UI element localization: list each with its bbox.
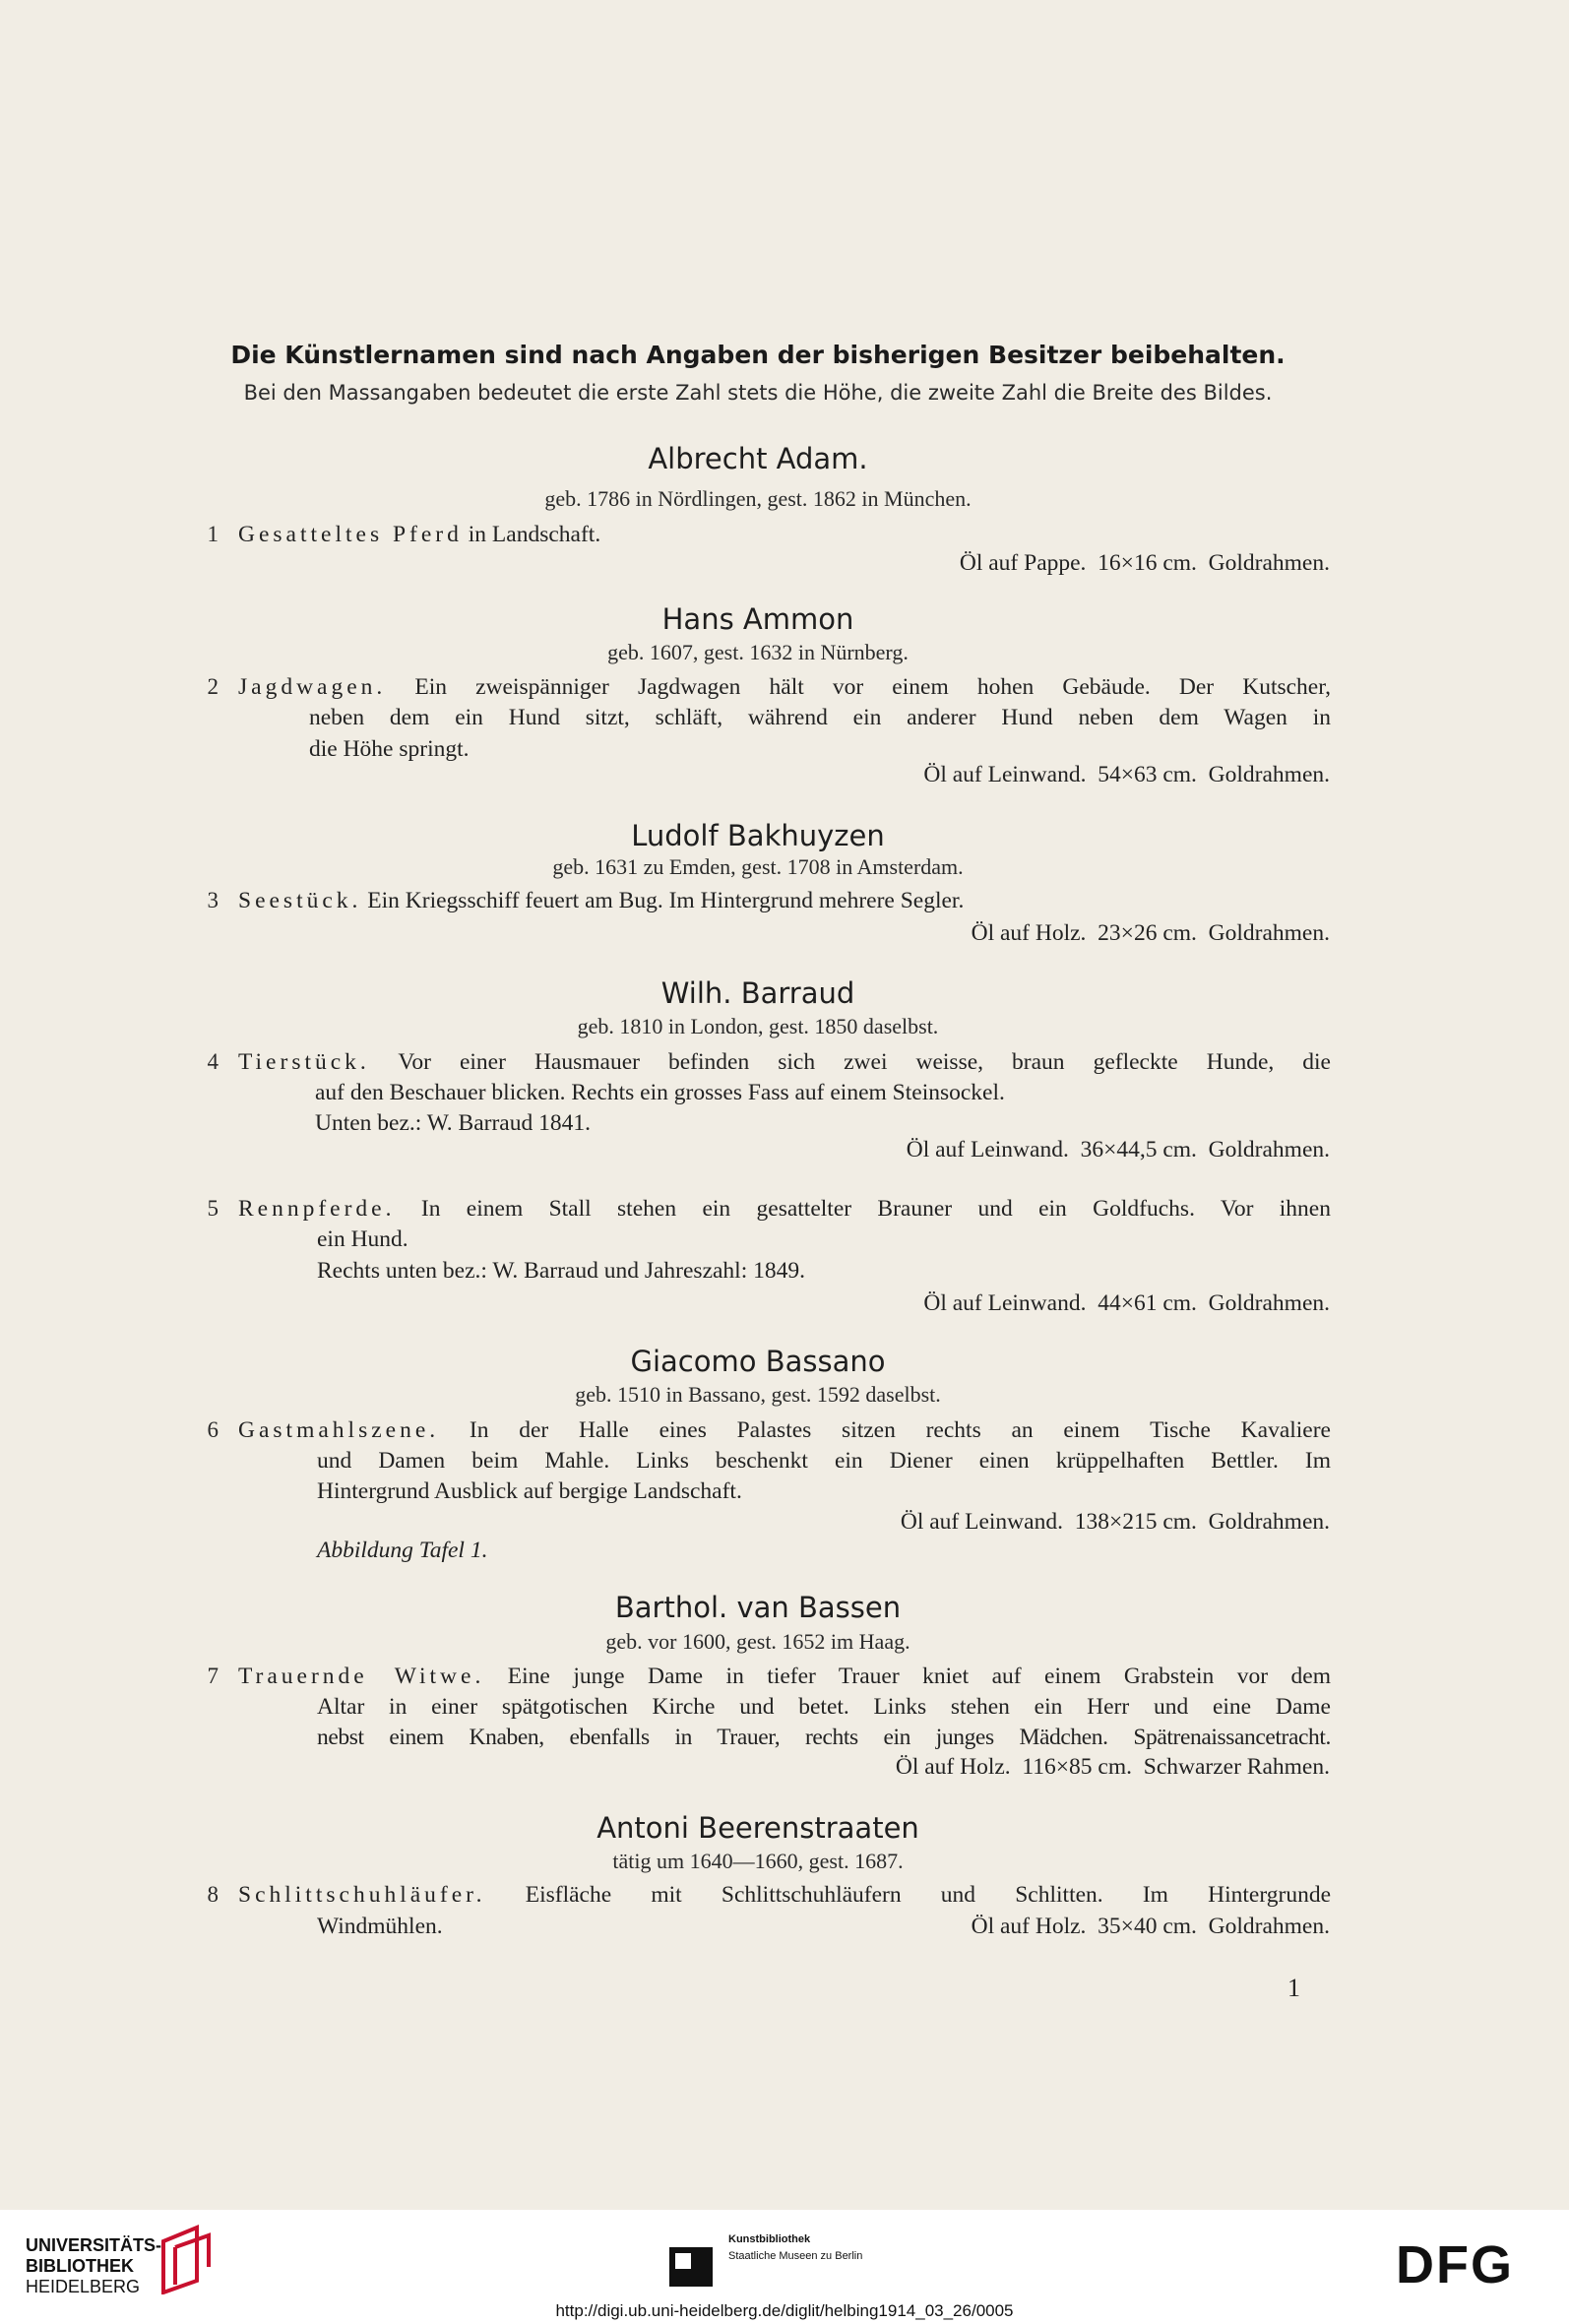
artist-name: Wilh. Barraud [660,976,855,1010]
footer-bar [0,2210,1569,2324]
ub-line-2: BIBLIOTHEK [26,2256,134,2276]
lot-text: Vor einer Hausmauer befinden sich zwei weisse, braun gefleckte Hunde, die [369,1049,1331,1075]
lot-line-1 [238,1196,1331,1223]
illustration-reference: Abbildung Tafel 1. [317,1538,488,1563]
ub-heidelberg-logo-text [26,2235,161,2297]
lot-line-3: Rechts unten bez.: W. Barraud und Jahreszahl: 1849. [317,1258,805,1284]
source-url[interactable]: http://digi.ub.uni-heidelberg.de/diglit/helbing1914_03_26/0005 [555,2301,1014,2320]
lot-number: 2 [207,674,219,699]
kb-line-2: Staatliche Museen zu Berlin [728,2250,863,2262]
lot-line-3: die Höhe springt. [309,736,470,762]
lot-text: Eisfläche mit Schlittschuhläufern und Schlitten. Im Hintergrunde [485,1882,1331,1908]
ub-line-1: UNIVERSITÄTS- [26,2235,162,2255]
lot-line-1 [238,1882,1331,1909]
lot-line-3: nebst einem Knaben, ebenfalls in Trauer, rechts ein junges Mädchen. Spätrenaissancetracht. [317,1725,1331,1750]
artist-name: Albrecht Adam. [648,442,868,475]
lot-technique: Öl auf Pappe. 16×16 cm. Goldrahmen. [959,550,1330,576]
lot-line-1 [238,1049,1331,1076]
artist-life: tätig um 1640—1660, gest. 1687. [612,1849,904,1873]
artist-life: geb. 1607, gest. 1632 in Nürnberg. [607,640,909,664]
lot-number: 8 [207,1882,219,1907]
intro-note: Bei den Massangaben bedeutet die erste Zahl stets die Höhe, die zweite Zahl die Breite des Bildes. [243,381,1273,405]
lot-title: Rennpferde. [238,1196,396,1222]
lot-text: In der Halle eines Palastes sitzen rechts an einem Tische Kavaliere [439,1417,1331,1443]
lot-text: Ein Kriegsschiff feuert am Bug. Im Hintergrund mehrere Segler. [361,888,965,913]
artist-life: geb. vor 1600, gest. 1652 im Haag. [605,1629,910,1654]
lot-technique: Öl auf Holz. 23×26 cm. Goldrahmen. [971,920,1330,946]
lot-line-2: neben dem ein Hund sitzt, schläft, während ein anderer Hund neben dem Wagen in [309,705,1331,730]
lot-title: Trauernde Witwe. [238,1664,485,1689]
lot-line-1 [238,1664,1331,1690]
kb-line-1: Kunstbibliothek [728,2233,811,2245]
lot-line-1 [238,888,964,914]
ub-heidelberg-logo-icon [157,2224,219,2294]
dfg-logo [1396,2237,1543,2289]
artist-name: Giacomo Bassano [630,1345,886,1378]
lot-number: 4 [207,1049,219,1074]
lot-line-1 [238,1417,1331,1444]
lot-number: 1 [207,522,219,546]
artist-name: Antoni Beerenstraaten [596,1811,919,1845]
lot-number: 5 [207,1196,219,1221]
intro-heading: Die Künstlernamen sind nach Angaben der bisherigen Besitzer beibehalten. [230,341,1286,369]
lot-text: in Landschaft. [462,522,601,547]
lot-technique: Öl auf Leinwand. 44×61 cm. Goldrahmen. [923,1290,1330,1316]
lot-title: Jagdwagen. [238,674,387,700]
lot-text: In einem Stall stehen ein gesattelter Brauner und ein Goldfuchs. Vor ihnen [395,1196,1331,1222]
lot-line-2: auf den Beschauer blicken. Rechts ein grosses Fass auf einem Steinsockel. [315,1080,1005,1105]
ub-line-3: HEIDELBERG [26,2277,141,2296]
lot-line-3: Unten bez.: W. Barraud 1841. [315,1110,591,1136]
lot-title: Tierstück. [238,1049,370,1075]
page-number: 1 [1287,1974,1300,2002]
lot-text: Ein zweispänniger Jagdwagen hält vor einem hohen Gebäude. Der Kutscher, [386,674,1331,700]
lot-technique: Öl auf Holz. 35×40 cm. Goldrahmen. [971,1914,1330,1939]
lot-line-1 [238,674,1331,701]
artist-name: Ludolf Bakhuyzen [631,819,885,852]
lot-number: 3 [207,888,219,912]
artist-life: geb. 1510 in Bassano, gest. 1592 daselbst. [575,1382,941,1407]
lot-title: Gastmahlszene. [238,1417,440,1443]
lot-title: Seestück. [238,888,362,913]
lot-technique: Öl auf Leinwand. 138×215 cm. Goldrahmen. [900,1509,1330,1535]
kunstbibliothek-logo-icon [669,2247,713,2287]
lot-text: Eine junge Dame in tiefer Trauer kniet auf einem Grabstein vor dem [484,1664,1331,1689]
artist-life: geb. 1786 in Nördlingen, gest. 1862 in München. [544,486,972,511]
artist-name: Barthol. van Bassen [614,1591,902,1624]
kunstbibliothek-logo-text [728,2231,862,2265]
lot-line-2: und Damen beim Mahle. Links beschenkt ein Diener einen krüppelhaften Bettler. Im [317,1448,1331,1474]
lot-title: Schlittschuhläufer. [238,1882,486,1908]
lot-line-2: Windmühlen. [317,1914,443,1939]
artist-name: Hans Ammon [661,602,854,636]
lot-line-2: ein Hund. [317,1226,408,1252]
lot-number: 7 [207,1664,219,1688]
lot-line-3: Hintergrund Ausblick auf bergige Landschaft. [317,1478,742,1504]
artist-life: geb. 1631 zu Emden, gest. 1708 in Amsterdam. [552,854,964,879]
dfg-logo-text: DFG [1396,2237,1514,2289]
lot-technique: Öl auf Leinwand. 36×44,5 cm. Goldrahmen. [906,1137,1330,1162]
artist-life: geb. 1810 in London, gest. 1850 daselbst. [577,1014,939,1038]
lot-line-1 [238,522,600,548]
lot-technique: Öl auf Leinwand. 54×63 cm. Goldrahmen. [923,762,1330,787]
lot-title: Gesatteltes Pferd [238,522,463,547]
lot-line-2: Altar in einer spätgotischen Kirche und betet. Links stehen ein Herr und eine Dame [317,1694,1331,1720]
lot-technique: Öl auf Holz. 116×85 cm. Schwarzer Rahmen. [895,1754,1330,1780]
lot-number: 6 [207,1417,219,1442]
